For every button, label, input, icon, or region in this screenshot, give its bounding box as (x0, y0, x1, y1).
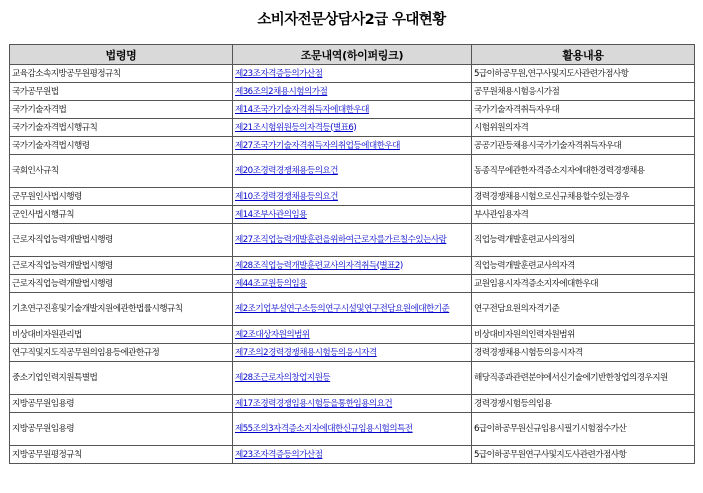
usage-cell: 공무원채용시험응시가점 (472, 83, 695, 101)
table-row (10, 155, 695, 188)
table-row (10, 137, 695, 155)
law-name-cell: 군인사법시행규칙 (10, 206, 233, 224)
article-link[interactable]: 제27조직업능력개발훈련을위하여근로자를가르칠수있는사람 (235, 235, 447, 245)
table-row (10, 119, 695, 137)
law-name-cell: 근로자직업능력개발법시행령 (10, 257, 233, 275)
article-link[interactable]: 제44조교원등의임용 (235, 278, 307, 289)
law-name-cell: 국가기술자격법시행규칙 (10, 119, 233, 137)
article-link[interactable]: 제2조대상자원의범위 (235, 329, 310, 340)
table-row (10, 101, 695, 119)
table-row (10, 188, 695, 206)
article-cell (233, 119, 472, 137)
table-header-row (10, 45, 695, 65)
law-name-cell: 지방공무원평정규칙 (10, 446, 233, 464)
article-cell (233, 395, 472, 413)
law-name-cell: 근로자직업능력개발법시행령 (10, 275, 233, 293)
law-name-cell: 근로자직업능력개발법시행령 (10, 224, 233, 257)
usage-cell: 연구전담요원의자격기준 (472, 293, 695, 326)
article-cell (233, 257, 472, 275)
article-cell (233, 224, 472, 257)
article-cell (233, 446, 472, 464)
usage-cell: 경력경쟁시험등의임용 (472, 395, 695, 413)
article-cell (233, 413, 472, 446)
article-link[interactable]: 제21조시험위원등의자격등(별표6) (235, 122, 357, 133)
table-row (10, 293, 695, 326)
header-article-link: 조문내역(하이퍼링크) (233, 45, 472, 65)
usage-cell: 직업능력개발훈련교사의자격 (472, 257, 695, 275)
table-row (10, 206, 695, 224)
law-name-cell: 군무원인사법시행령 (10, 188, 233, 206)
article-link[interactable]: 제36조의2채용시험의가점 (235, 86, 328, 97)
article-cell (233, 362, 472, 395)
law-name-cell: 국가기술자격법 (10, 101, 233, 119)
article-link[interactable]: 제28조근로자의창업지원등 (235, 373, 331, 383)
article-link[interactable]: 제55조의3자격증소지자에대한신규임용시험의특전 (235, 424, 413, 434)
table-row (10, 326, 695, 344)
usage-cell: 5급이하공무원,연구사및지도사관련가점사항 (472, 65, 695, 83)
article-link[interactable]: 제20조경력경쟁채용등의요건 (235, 166, 338, 176)
article-cell (233, 65, 472, 83)
article-cell (233, 83, 472, 101)
table-row (10, 65, 695, 83)
article-cell (233, 188, 472, 206)
usage-cell: 국가기술자격취득자우대 (472, 101, 695, 119)
preference-table (9, 44, 695, 464)
page-title: 소비자전문상담사2급 우대현황 (257, 12, 446, 28)
table-row (10, 83, 695, 101)
law-name-cell: 기초연구진흥및기술개발지원에관한법률시행규칙 (10, 293, 233, 326)
article-cell (233, 326, 472, 344)
usage-cell: 해당직종과관련분야에서신기술에기반한창업의경우지원 (472, 362, 695, 395)
law-name-cell: 교육감소속지방공무원평정규칙 (10, 65, 233, 83)
usage-cell: 직업능력개발훈련교사의정의 (472, 224, 695, 257)
usage-cell: 공공기관등채용시국가기술자격취득자우대 (472, 137, 695, 155)
law-name-cell: 국회인사규칙 (10, 155, 233, 188)
article-link[interactable]: 제27조국가기술자격취득자의취업등에대한우대 (235, 140, 400, 151)
article-link[interactable]: 제14조국가기술자격취득자에대한우대 (235, 104, 369, 115)
usage-cell: 부사관임용자격 (472, 206, 695, 224)
article-cell (233, 206, 472, 224)
article-link[interactable]: 제10조경력경쟁채용등의요건 (235, 191, 338, 202)
law-name-cell: 국가기술자격법시행령 (10, 137, 233, 155)
article-cell (233, 293, 472, 326)
article-cell (233, 155, 472, 188)
article-link[interactable]: 제14조부사관의임용 (235, 209, 307, 220)
article-link[interactable]: 제7조의2경력경쟁채용시험등의응시자격 (235, 347, 377, 358)
header-usage: 활용내용 (472, 45, 695, 65)
table-row (10, 446, 695, 464)
law-name-cell: 지방공무원임용령 (10, 413, 233, 446)
usage-cell: 동종직무에관한자격증소지자에대한경력경쟁채용 (472, 155, 695, 188)
table-row (10, 224, 695, 257)
table-row (10, 362, 695, 395)
law-name-cell: 지방공무원임용령 (10, 395, 233, 413)
table-row (10, 395, 695, 413)
table-row (10, 344, 695, 362)
article-cell (233, 275, 472, 293)
article-link[interactable]: 제28조직업능력개발훈련교사의자격취득(별표2) (235, 260, 403, 271)
article-link[interactable]: 제23조자격증등의가산점 (235, 68, 323, 79)
law-name-cell: 국가공무원법 (10, 83, 233, 101)
usage-cell: 경력경쟁채용시험으로신규채용할수있는경우 (472, 188, 695, 206)
table-row (10, 257, 695, 275)
header-law-name: 법령명 (10, 45, 233, 65)
article-link[interactable]: 제23조자격증등의가산점 (235, 449, 323, 460)
article-link[interactable]: 제2조기업부설연구소등의연구시설및연구전담요원에대한기준 (235, 304, 450, 314)
article-cell (233, 344, 472, 362)
usage-cell: 교원임용시자격증소지자에대한우대 (472, 275, 695, 293)
usage-cell: 6급이하공무원신규임용시필기시험점수가산 (472, 413, 695, 446)
usage-cell: 5급이하공무원연구사및지도사관련가점사항 (472, 446, 695, 464)
usage-cell: 비상대비자원의인력자원범위 (472, 326, 695, 344)
usage-cell: 경력경쟁채용시험등의응시자격 (472, 344, 695, 362)
law-name-cell: 중소기업인력지원특별법 (10, 362, 233, 395)
article-cell (233, 101, 472, 119)
law-name-cell: 비상대비자원관리법 (10, 326, 233, 344)
usage-cell: 시험위원의자격 (472, 119, 695, 137)
law-name-cell: 연구직및지도직공무원의임용등에관한규정 (10, 344, 233, 362)
article-link[interactable]: 제17조경력경쟁임용시험등을통한임용의요건 (235, 398, 393, 409)
article-cell (233, 137, 472, 155)
table-row (10, 413, 695, 446)
table-row (10, 275, 695, 293)
